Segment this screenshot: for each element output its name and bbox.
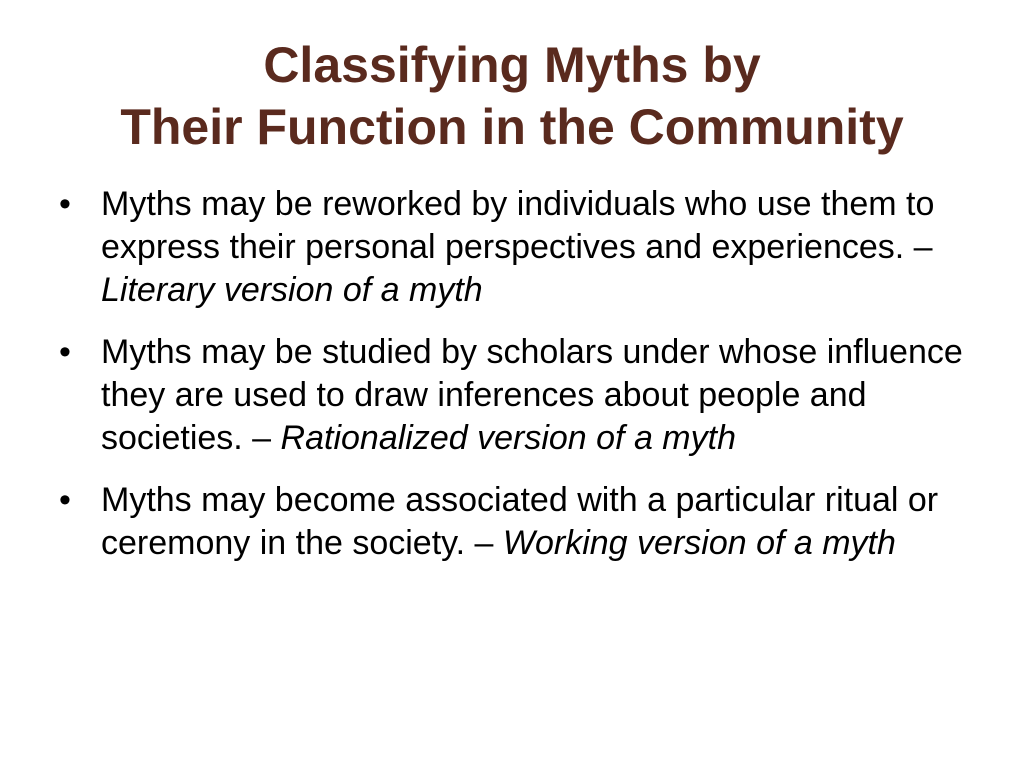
bullet-dot-icon: • [59, 333, 71, 371]
title-line-2: Their Function in the Community [120, 99, 904, 155]
bullet-item-rationalized [56, 331, 976, 460]
bullet-dot-icon: • [59, 185, 71, 223]
slide-title [0, 34, 1024, 158]
bullet-item-working [56, 479, 976, 565]
title-line-1: Classifying Myths by [263, 37, 761, 93]
bullet-text: Myths may become associated with a particular ritual or ceremony in the society. – [101, 481, 939, 562]
bullet-version-label: Working version of a myth [502, 524, 896, 562]
bullet-dot-icon: • [59, 481, 71, 519]
bullet-text: Myths may be reworked by individuals who use them to express their personal perspectives and experiences. – [101, 185, 935, 266]
bullet-text: Myths may be studied by scholars under whose influence they are used to draw inferences about people and societies. – [101, 333, 963, 457]
bullet-version-label: Rationalized version of a myth [280, 419, 736, 457]
bullet-list [56, 183, 976, 584]
bullet-item-literary [56, 183, 976, 312]
bullet-version-label: Literary version of a myth [101, 271, 483, 309]
